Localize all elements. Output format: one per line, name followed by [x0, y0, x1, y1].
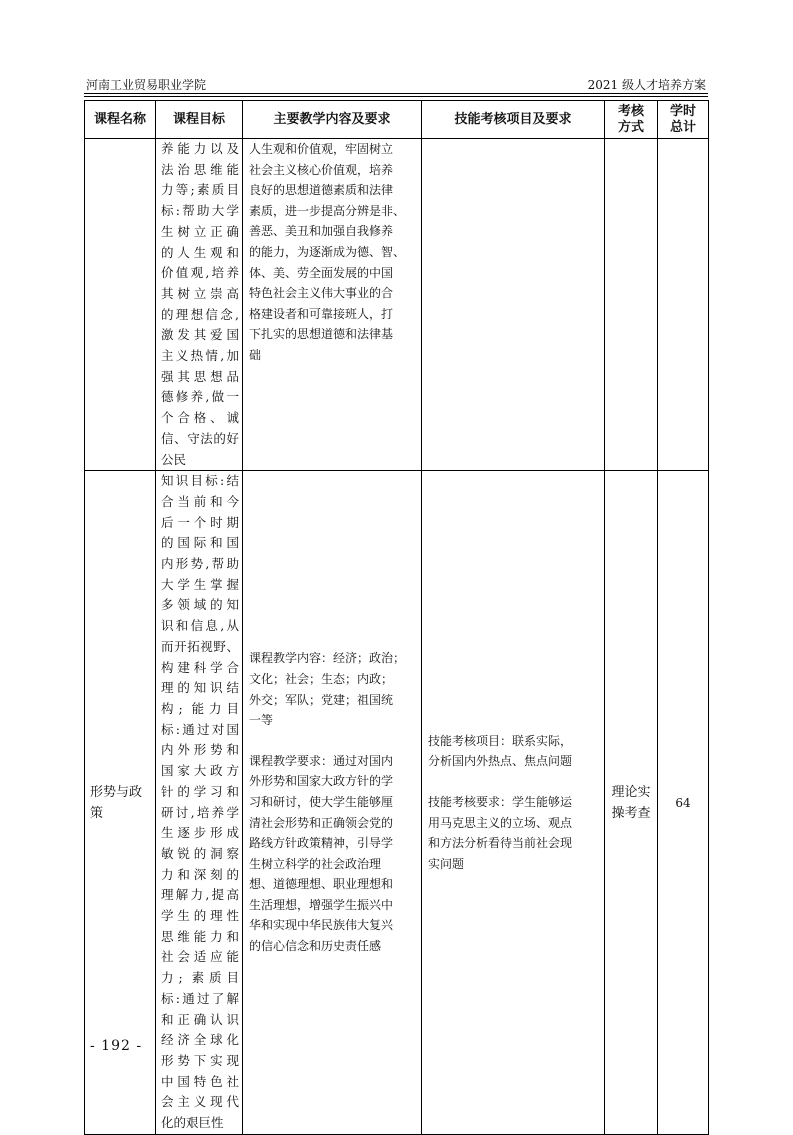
course-goal-line: 德修养,做一 — [161, 389, 239, 405]
header-school-name: 河南工业贸易职业学院 — [86, 78, 207, 92]
teaching-content-line: 格建设者和可靠接班人，打 — [249, 306, 394, 321]
skill-items-block — [428, 731, 600, 772]
column-header-course-goal: 课程目标 — [156, 101, 243, 139]
skill-requirements-block — [428, 792, 600, 874]
course-goal-line: 知识目标:结 — [161, 473, 239, 489]
skill-assessment-cell — [422, 139, 605, 471]
teaching-content-line: 良好的思想道德素质和法律 — [249, 183, 394, 198]
teaching-content-line: 文化；社会；生态；内政； — [249, 671, 394, 686]
course-goal-line: 生逐步形成 — [161, 825, 239, 841]
exam-method-line: 考查 — [624, 805, 651, 821]
course-goal-line: 识和信息,从 — [161, 618, 239, 634]
course-name-line-2: 策 — [90, 805, 104, 821]
course-goal-line: 会主义现代 — [161, 1094, 239, 1110]
teaching-requirement-line: 路线方针政策精神，引导学 — [249, 836, 394, 851]
course-goal-line: 针的学习和 — [161, 783, 239, 799]
course-goal-cell — [156, 471, 243, 1135]
course-goal-line: 标:通过了解 — [161, 990, 239, 1006]
column-header-teaching-content: 主要教学内容及要求 — [243, 101, 422, 139]
column-header-course-name: 课程名称 — [85, 101, 156, 139]
course-goal-line: 力; 素质目 — [161, 970, 239, 986]
course-goal-line: 合当前和今 — [161, 493, 239, 509]
hours-header-line-1: 学时 — [669, 103, 696, 119]
header-plan-title: 2021 级人才培养方案 — [587, 78, 706, 92]
course-goal-cell — [156, 139, 243, 471]
column-header-skill-assessment: 技能考核项目及要求 — [422, 101, 605, 139]
course-goal-line: 力和深刻的 — [161, 866, 239, 882]
course-goal-line: 形势下实现 — [161, 1052, 239, 1068]
skill-item-line: 技能考核项目：联系实际， — [428, 733, 573, 748]
skill-requirement-line: 实问题 — [428, 856, 465, 871]
header-rule-secondary — [84, 96, 708, 97]
table-row — [85, 471, 709, 1135]
exam-method-cell — [605, 139, 658, 471]
header-rule — [84, 93, 708, 94]
course-goal-line: 个合格、诚 — [161, 410, 239, 426]
teaching-content-line: 一等 — [249, 713, 274, 728]
course-goal-line: 公民 — [161, 451, 187, 467]
teaching-requirement-line: 课程教学要求：通过对国内 — [249, 753, 394, 768]
course-goal-line: 和正确认识 — [161, 1011, 239, 1027]
page-number: - 192 - — [90, 1038, 143, 1054]
course-goal-line: 理的知识结 — [161, 680, 239, 696]
course-goal-line: 的理想信念, — [161, 306, 239, 322]
teaching-content-line: 善恶、美丑和加强自我修养 — [249, 224, 394, 239]
teaching-requirement-line: 生树立科学的社会政治理 — [249, 856, 382, 871]
course-goal-line: 敏锐的洞察 — [161, 845, 239, 861]
table-row — [85, 139, 709, 471]
teaching-requirement-line: 想、道德理想、职业理想和 — [249, 877, 394, 892]
teaching-content-line: 础 — [249, 347, 262, 362]
teaching-content-line: 课程教学内容：经济；政治； — [249, 651, 406, 666]
teaching-content-line: 人生观和价值观，牢固树立 — [249, 142, 394, 156]
course-goal-line: 国家大政方 — [161, 763, 239, 779]
teaching-content-block — [249, 648, 417, 730]
teaching-requirement-line: 清社会形势和正确领会党的 — [249, 815, 394, 830]
teaching-content-cell — [243, 471, 422, 1135]
exam-method-cell — [605, 471, 658, 1135]
teaching-content-line: 特色社会主义伟大事业的合 — [249, 286, 394, 301]
teaching-requirements-block — [249, 751, 417, 957]
course-goal-line: 养能力以及 — [161, 141, 239, 156]
total-hours-cell: 64 — [658, 471, 709, 1135]
course-goal-line: 后一个时期 — [161, 514, 239, 530]
course-goal-line: 研讨,培养学 — [161, 804, 239, 820]
column-header-total-hours — [658, 101, 709, 139]
teaching-content-line: 的能力，为逐渐成为德、智、 — [249, 244, 406, 259]
teaching-content-line: 体、美、劳全面发展的中国 — [249, 265, 394, 280]
course-goal-line: 内形势,帮助 — [161, 556, 239, 572]
teaching-requirement-line: 习和研讨，使大学生能够厘 — [249, 794, 394, 809]
table-header-row — [85, 101, 709, 139]
course-goal-line: 而开拓视野、 — [161, 638, 239, 654]
course-goal-line: 力等;素质目 — [161, 182, 239, 198]
course-goal-line: 中国特色社 — [161, 1073, 239, 1089]
teaching-requirement-line: 生活理想，增强学生振兴中 — [249, 897, 394, 912]
course-name-cell — [85, 139, 156, 471]
skill-requirement-line: 技能考核要求：学生能够运 — [428, 794, 573, 809]
course-name-line-1: 形势与政 — [90, 784, 143, 800]
course-goal-line: 标:通过对国 — [161, 721, 239, 737]
teaching-requirement-line: 的信心信念和历史责任感 — [249, 939, 382, 954]
exam-method-line: 理论 — [611, 784, 638, 800]
course-goal-line: 理解力,提高 — [161, 887, 239, 903]
course-table — [84, 100, 709, 1135]
total-hours-cell — [658, 139, 709, 471]
course-goal-line: 多领域的知 — [161, 597, 239, 613]
course-name-cell — [85, 471, 156, 1135]
skill-item-line: 分析国内外热点、焦点问题 — [428, 754, 573, 769]
course-goal-line: 其树立崇高 — [161, 285, 239, 301]
teaching-content-line: 外交；军队；党建；祖国统 — [249, 692, 394, 707]
course-goal-line: 激发其爱国 — [161, 327, 239, 343]
course-goal-line: 生树立正确 — [161, 223, 239, 239]
course-goal-line: 的人生观和 — [161, 244, 239, 260]
course-goal-line: 法治思维能 — [161, 161, 239, 177]
exam-method-line: 实操 — [611, 784, 651, 821]
skill-requirement-line: 和方法分析看待当前社会现 — [428, 836, 573, 851]
course-goal-line: 强其思想品 — [161, 368, 239, 384]
course-goal-line: 大学生掌握 — [161, 576, 239, 592]
teaching-content-line: 社会主义核心价值观，培养 — [249, 162, 394, 177]
course-goal-line: 社会适应能 — [161, 949, 239, 965]
exam-header-line-2: 方式 — [617, 119, 644, 135]
course-goal-line: 主义热情,加 — [161, 348, 239, 364]
hours-header-line-2: 总计 — [669, 119, 696, 135]
teaching-requirement-line: 外形势和国家大政方针的学 — [249, 774, 394, 789]
exam-header-line-1: 考核 — [617, 103, 644, 119]
course-goal-line: 构建科学合 — [161, 659, 239, 675]
teaching-content-line: 下扎实的思想道德和法律基 — [249, 327, 394, 342]
course-goal-line: 标:帮助大学 — [161, 203, 239, 219]
course-goal-line: 价值观,培养 — [161, 265, 239, 281]
course-goal-line: 经济全球化 — [161, 1032, 239, 1048]
teaching-requirement-line: 华和实现中华民族伟大复兴 — [249, 918, 394, 933]
skill-assessment-cell — [422, 471, 605, 1135]
teaching-content-cell — [243, 139, 422, 471]
course-goal-line: 构; 能力目 — [161, 700, 239, 716]
course-goal-line: 的国际和国 — [161, 535, 239, 551]
course-goal-line: 化的艰巨性 — [161, 1115, 224, 1131]
course-goal-line: 思维能力和 — [161, 928, 239, 944]
course-goal-line: 学生的理性 — [161, 908, 239, 924]
column-header-exam-method — [605, 101, 658, 139]
course-goal-line: 内外形势和 — [161, 742, 239, 758]
course-goal-line: 信、守法的好 — [161, 430, 239, 446]
skill-requirement-line: 用马克思主义的立场、观点 — [428, 815, 573, 830]
teaching-content-line: 素质，进一步提高分辨是非、 — [249, 203, 406, 218]
